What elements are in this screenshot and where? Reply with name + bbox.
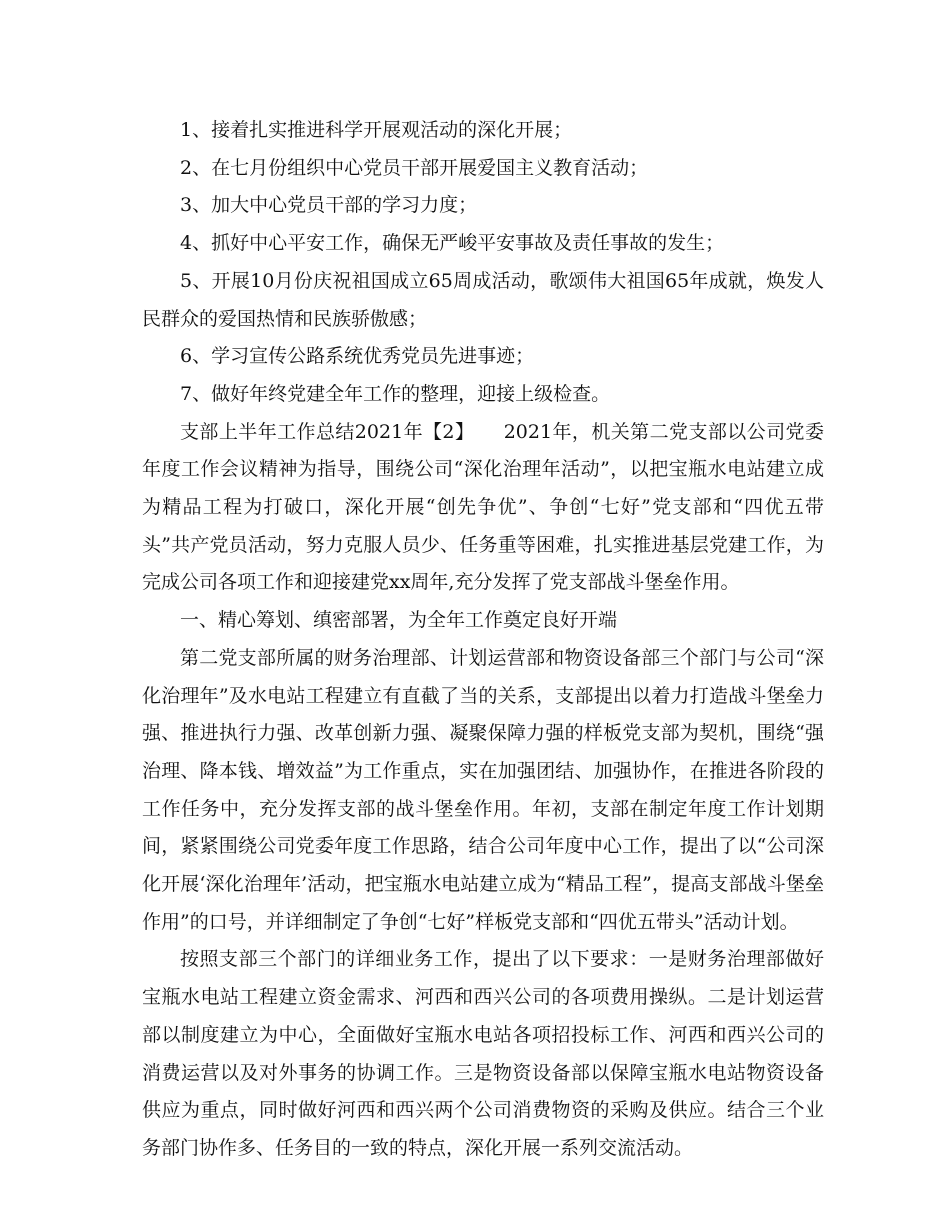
body-paragraph: 按照支部三个部门的详细业务工作，提出了以下要求：一是财务治理部做好宝瓶水电站工程建立资金需求、河西和西兴公司的各项费用操纵。二是计划运营部以制度建立为中心，全面做好宝瓶水电站各项招投标工作、河西和西兴公司的消费运营以及对外事务的协调工作。三是物资设备部以保障宝瓶水电站物资设备供应为重点，同时做好河西和西兴两个公司消费物资的采购及供应。结合三个业务部门协作多、任务目的一致的特点，深化开展一系列交流活动。 <box>142 948 824 1159</box>
list-item: 6、学习宣传公路系统优秀党员先进事迹； <box>180 345 535 368</box>
list-item: 7、做好年终党建全年工作的整理，迎接上级检查。 <box>180 382 611 405</box>
list-item: 1、接着扎实推进科学开展观活动的深化开展； <box>180 119 573 141</box>
list-item: 4、抓好中心平安工作，确保无严峻平安事故及责任事故的发生； <box>180 232 725 255</box>
document-body <box>142 112 824 1168</box>
list-item: 3、加大中心党员干部的学习力度； <box>180 194 478 217</box>
body-paragraph: 第二党支部所属的财务治理部、计划运营部和物资设备部三个部门与公司“深化治理年”及水电站工程建立有直截了当的关系，支部提出以着力打造战斗堡垒力强、推进执行力强、改革创新力强、凝聚保障力强的样板党支部为契机，围绕“强治理、降本钱、增效益”为工作重点，实在加强团结、加强协作，在推进各阶段的工作任务中，充分发挥支部的战斗堡垒作用。年初，支部在制定年度工作计划期间，紧紧围绕公司党委年度工作思路，结合公司年度中心工作，提出了以“公司深化开展‘深化治理年’活动，把宝瓶水电站建立成为“精品工程”，提高支部战斗堡垒作用”的口号，并详细制定了争创“七好”样板党支部和“四优五带头”活动计划。 <box>142 646 824 933</box>
list-item: 2、在七月份组织中心党员干部开展爱国主义教育活动； <box>180 156 649 179</box>
list-item: 5、开展10月份庆祝祖国成立65周成活动，歌颂伟大祖国65年成就，焕发人民群众的爱国热情和民族骄傲感； <box>142 269 824 330</box>
section-heading: 一、精心筹划、缜密部署，为全年工作奠定良好开端 <box>180 609 618 632</box>
summary-paragraph: 支部上半年工作总结2021年【2】 2021年，机关第二党支部以公司党委年度工作会议精神为指导，围绕公司“深化治理年活动”，以把宝瓶水电站建立成为精品工程为打破口，深化开展“创先争优”、争创“七好”党支部和“四优五带头”共产党员活动，努力克服人员少、任务重等困难，扎实推进基层党建工作，为完成公司各项工作和迎接建党xx周年,充分发挥了党支部战斗堡垒作用。 <box>142 420 824 594</box>
